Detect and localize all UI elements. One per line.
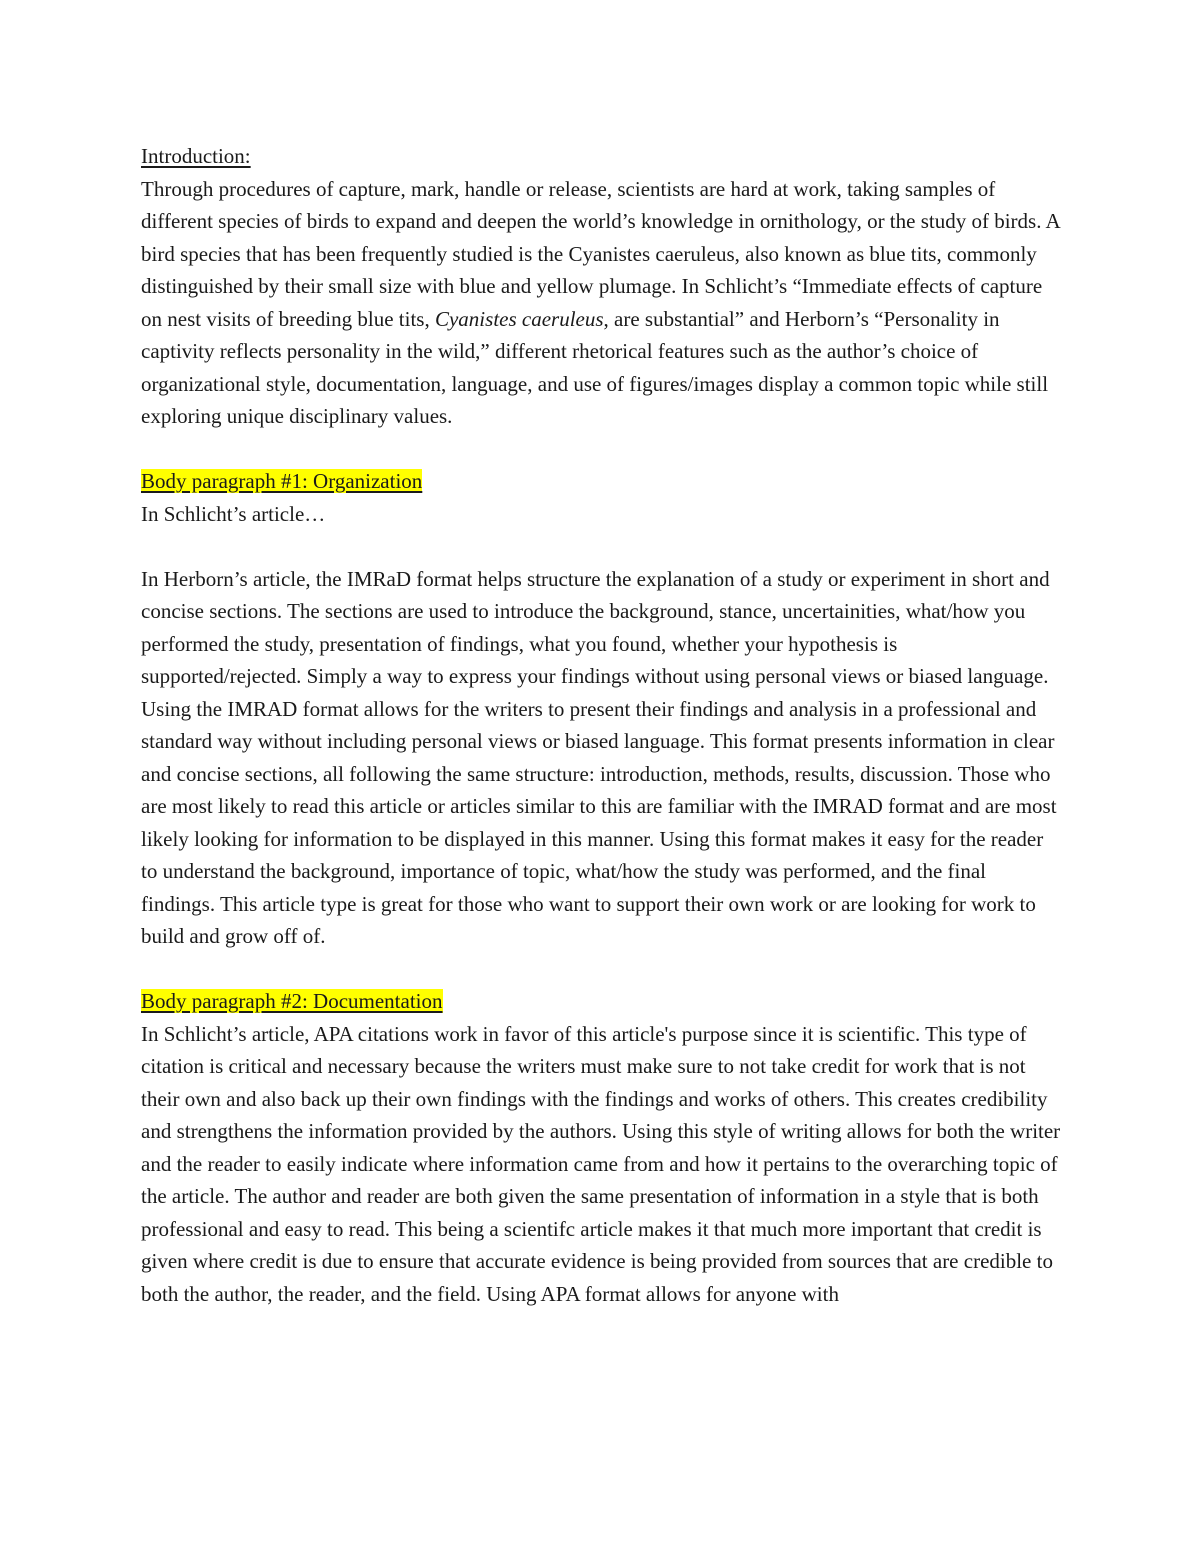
document-page: [141, 140, 1061, 1310]
paragraph-gap: [141, 953, 1061, 986]
paragraph-gap: [141, 530, 1061, 563]
paragraph-gap: [141, 433, 1061, 466]
body-paragraph-2-section: [141, 985, 1061, 1310]
body-paragraph-2-heading: Body paragraph #2: Documentation: [141, 989, 443, 1013]
body-paragraph-1-heading: Body paragraph #1: Organization: [141, 469, 423, 493]
herborn-organization-paragraph: In Herborn’s article, the IMRaD format helps structure the explanation of a study or experiment in short and concise sections. The sections are used to introduce the background, stance, uncertainities, what/how you performed the study, presentation of findings, what you found, whether your hypothesis is supported/rejected. Simply a way to express your findings without using personal views or biased language. Using the IMRAD format allows for the writers to present their findings and analysis in a professional and standard way without including personal views or biased language. This format presents information in clear and concise sections, all following the same structure: introduction, methods, results, discussion. Those who are most likely to read this article or articles similar to this are familiar with the IMRAD format and are most likely looking for information to be displayed in this manner. Using this format makes it easy for the reader to understand the background, importance of topic, what/how the study was performed, and the final findings. This article type is great for those who want to support their own work or are looking for work to build and grow off of.: [141, 566, 1057, 948]
documentation-paragraph: In Schlicht’s article, APA citations work in favor of this article's purpose since it is scientific. This type of citation is critical and necessary because the writers must make sure to not take credit for work that is not their own and also back up their own findings with the findings and works of others. This creates credibility and strengthens the information provided by the authors. Using this style of writing allows for both the writer and the reader to easily indicate where information came from and how it pertains to the overarching topic of the article. The author and reader are both given the same presentation of information in a style that is both professional and easy to read. This being a scientifc article makes it that much more important that credit is given where credit is due to ensure that accurate evidence is being provided from sources that are credible to both the author, the reader, and the field. Using APA format allows for anyone with: [141, 1021, 1061, 1306]
introduction-section: [141, 140, 1061, 433]
schlicht-article-line: In Schlicht’s article…: [141, 501, 326, 526]
introduction-heading: Introduction:: [141, 144, 251, 168]
body-paragraph-1-section: [141, 465, 1061, 953]
introduction-paragraph: [141, 173, 1061, 433]
species-name-italic: Cyanistes caeruleus: [434, 306, 604, 331]
introduction-text-part-2: , are substantial” and Herborn’s “Personality in captivity reflects personality in the wild,” different rhetorical features such as the author’s choice of organizational style, documentation, language, and use of figures/images display a common topic while still exploring unique disciplinary values.: [141, 306, 1049, 428]
introduction-text-part-1: Through procedures of capture, mark, handle or release, scientists are hard at work, taking samples of different species of birds to expand and deepen the world’s knowledge in ornithology, or the study of birds. A bird species that has been frequently studied is the Cyanistes caeruleus, also known as blue tits, commonly distinguished by their small size with blue and yellow plumage. In Schlicht’s “Immediate effects of capture on nest visits of breeding blue tits,: [141, 176, 1060, 331]
